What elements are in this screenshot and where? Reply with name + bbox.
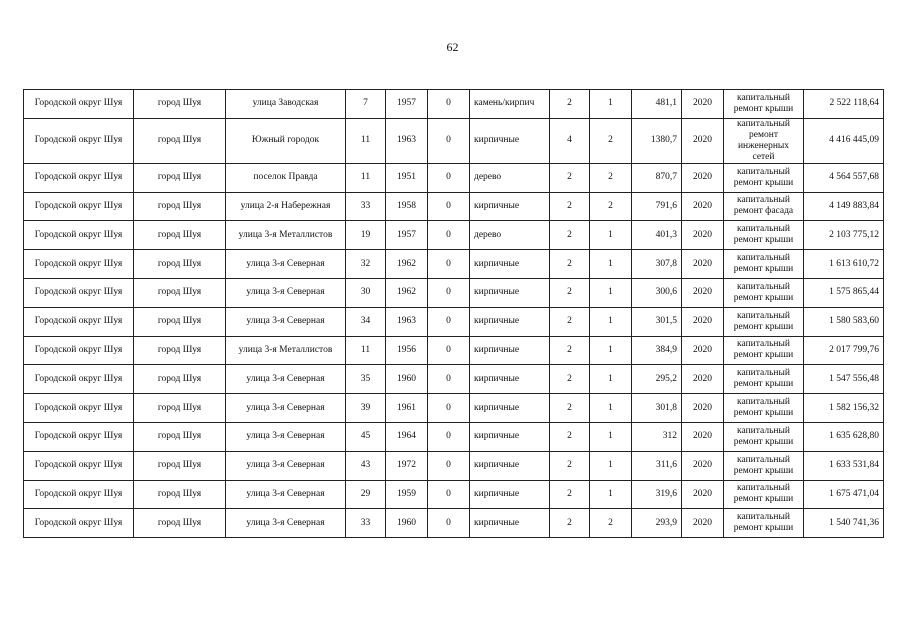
house-number-cell: 7 — [346, 90, 386, 119]
floors-cell: 2 — [550, 192, 590, 221]
area-cell: 870,7 — [632, 163, 682, 192]
wall-material-cell: дерево — [470, 163, 550, 192]
floors-cell: 4 — [550, 118, 590, 163]
area-cell: 1380,7 — [632, 118, 682, 163]
work-type-cell: капитальный ремонт крыши — [724, 336, 804, 365]
zero-cell: 0 — [428, 163, 470, 192]
street-cell: улица 3-я Северная — [226, 394, 346, 423]
house-number-cell: 43 — [346, 451, 386, 480]
settlement-cell: город Шуя — [134, 192, 226, 221]
cost-cell: 2 017 799,76 — [804, 336, 884, 365]
floors-cell: 2 — [550, 422, 590, 451]
floors-cell: 2 — [550, 336, 590, 365]
zero-cell: 0 — [428, 221, 470, 250]
street-cell: улица 3-я Северная — [226, 422, 346, 451]
street-cell: улица 3-я Северная — [226, 509, 346, 538]
municipality-cell: Городской округ Шуя — [24, 90, 134, 119]
year-cell: 2020 — [682, 118, 724, 163]
work-type-cell: капитальный ремонт инженерных сетей — [724, 118, 804, 163]
housing-repair-table — [23, 89, 884, 538]
settlement-cell: город Шуя — [134, 422, 226, 451]
zero-cell: 0 — [428, 90, 470, 119]
municipality-cell: Городской округ Шуя — [24, 509, 134, 538]
street-cell: улица 3-я Металлистов — [226, 336, 346, 365]
year-built-cell: 1964 — [386, 422, 428, 451]
table-row — [24, 509, 884, 538]
table-row — [24, 480, 884, 509]
entrances-cell: 1 — [590, 422, 632, 451]
area-cell: 301,5 — [632, 307, 682, 336]
house-number-cell: 11 — [346, 118, 386, 163]
wall-material-cell: кирпичные — [470, 336, 550, 365]
work-type-cell: капитальный ремонт крыши — [724, 250, 804, 279]
work-type-cell: капитальный ремонт крыши — [724, 422, 804, 451]
work-type-cell: капитальный ремонт крыши — [724, 365, 804, 394]
floors-cell: 2 — [550, 394, 590, 423]
wall-material-cell: кирпичные — [470, 278, 550, 307]
year-built-cell: 1963 — [386, 307, 428, 336]
cost-cell: 1 547 556,48 — [804, 365, 884, 394]
area-cell: 307,8 — [632, 250, 682, 279]
year-cell: 2020 — [682, 221, 724, 250]
house-number-cell: 29 — [346, 480, 386, 509]
house-number-cell: 35 — [346, 365, 386, 394]
municipality-cell: Городской округ Шуя — [24, 118, 134, 163]
floors-cell: 2 — [550, 451, 590, 480]
wall-material-cell: кирпичные — [470, 192, 550, 221]
year-cell: 2020 — [682, 163, 724, 192]
work-type-cell: капитальный ремонт крыши — [724, 394, 804, 423]
year-cell: 2020 — [682, 90, 724, 119]
table-row — [24, 192, 884, 221]
wall-material-cell: кирпичные — [470, 451, 550, 480]
house-number-cell: 11 — [346, 163, 386, 192]
cost-cell: 1 613 610,72 — [804, 250, 884, 279]
wall-material-cell: кирпичные — [470, 118, 550, 163]
street-cell: улица 3-я Северная — [226, 307, 346, 336]
street-cell: улица 3-я Металлистов — [226, 221, 346, 250]
year-cell: 2020 — [682, 509, 724, 538]
area-cell: 293,9 — [632, 509, 682, 538]
zero-cell: 0 — [428, 278, 470, 307]
year-cell: 2020 — [682, 394, 724, 423]
wall-material-cell: кирпичные — [470, 394, 550, 423]
table-row — [24, 451, 884, 480]
year-cell: 2020 — [682, 250, 724, 279]
table-row — [24, 422, 884, 451]
area-cell: 401,3 — [632, 221, 682, 250]
table-row — [24, 163, 884, 192]
wall-material-cell: дерево — [470, 221, 550, 250]
cost-cell: 4 416 445,09 — [804, 118, 884, 163]
settlement-cell: город Шуя — [134, 278, 226, 307]
zero-cell: 0 — [428, 422, 470, 451]
table-row — [24, 278, 884, 307]
work-type-cell: капитальный ремонт крыши — [724, 509, 804, 538]
zero-cell: 0 — [428, 250, 470, 279]
cost-cell: 1 575 865,44 — [804, 278, 884, 307]
house-number-cell: 34 — [346, 307, 386, 336]
cost-cell: 1 633 531,84 — [804, 451, 884, 480]
year-built-cell: 1962 — [386, 278, 428, 307]
settlement-cell: город Шуя — [134, 451, 226, 480]
work-type-cell: капитальный ремонт фасада — [724, 192, 804, 221]
house-number-cell: 45 — [346, 422, 386, 451]
street-cell: улица 2-я Набережная — [226, 192, 346, 221]
floors-cell: 2 — [550, 307, 590, 336]
year-built-cell: 1962 — [386, 250, 428, 279]
municipality-cell: Городской округ Шуя — [24, 250, 134, 279]
house-number-cell: 33 — [346, 509, 386, 538]
entrances-cell: 1 — [590, 307, 632, 336]
table-row — [24, 221, 884, 250]
floors-cell: 2 — [550, 509, 590, 538]
wall-material-cell: кирпичные — [470, 250, 550, 279]
work-type-cell: капитальный ремонт крыши — [724, 163, 804, 192]
street-cell: поселок Правда — [226, 163, 346, 192]
cost-cell: 4 149 883,84 — [804, 192, 884, 221]
wall-material-cell: кирпичные — [470, 422, 550, 451]
entrances-cell: 1 — [590, 480, 632, 509]
year-cell: 2020 — [682, 192, 724, 221]
street-cell: улица 3-я Северная — [226, 250, 346, 279]
wall-material-cell: кирпичные — [470, 307, 550, 336]
entrances-cell: 2 — [590, 192, 632, 221]
year-cell: 2020 — [682, 278, 724, 307]
area-cell: 791,6 — [632, 192, 682, 221]
floors-cell: 2 — [550, 250, 590, 279]
area-cell: 312 — [632, 422, 682, 451]
municipality-cell: Городской округ Шуя — [24, 221, 134, 250]
zero-cell: 0 — [428, 365, 470, 394]
municipality-cell: Городской округ Шуя — [24, 451, 134, 480]
work-type-cell: капитальный ремонт крыши — [724, 278, 804, 307]
year-built-cell: 1961 — [386, 394, 428, 423]
entrances-cell: 1 — [590, 250, 632, 279]
area-cell: 311,6 — [632, 451, 682, 480]
cost-cell: 1 675 471,04 — [804, 480, 884, 509]
cost-cell: 1 635 628,80 — [804, 422, 884, 451]
house-number-cell: 32 — [346, 250, 386, 279]
municipality-cell: Городской округ Шуя — [24, 336, 134, 365]
work-type-cell: капитальный ремонт крыши — [724, 480, 804, 509]
entrances-cell: 1 — [590, 365, 632, 394]
entrances-cell: 2 — [590, 509, 632, 538]
settlement-cell: город Шуя — [134, 509, 226, 538]
year-cell: 2020 — [682, 336, 724, 365]
work-type-cell: капитальный ремонт крыши — [724, 451, 804, 480]
settlement-cell: город Шуя — [134, 365, 226, 394]
wall-material-cell: камень/кирпич — [470, 90, 550, 119]
settlement-cell: город Шуя — [134, 250, 226, 279]
cost-cell: 2 522 118,64 — [804, 90, 884, 119]
entrances-cell: 1 — [590, 394, 632, 423]
floors-cell: 2 — [550, 365, 590, 394]
municipality-cell: Городской округ Шуя — [24, 163, 134, 192]
municipality-cell: Городской округ Шуя — [24, 192, 134, 221]
area-cell: 319,6 — [632, 480, 682, 509]
entrances-cell: 1 — [590, 90, 632, 119]
year-built-cell: 1957 — [386, 221, 428, 250]
house-number-cell: 19 — [346, 221, 386, 250]
year-built-cell: 1959 — [386, 480, 428, 509]
municipality-cell: Городской округ Шуя — [24, 307, 134, 336]
municipality-cell: Городской округ Шуя — [24, 278, 134, 307]
settlement-cell: город Шуя — [134, 118, 226, 163]
floors-cell: 2 — [550, 90, 590, 119]
entrances-cell: 1 — [590, 451, 632, 480]
year-built-cell: 1958 — [386, 192, 428, 221]
municipality-cell: Городской округ Шуя — [24, 365, 134, 394]
wall-material-cell: кирпичные — [470, 480, 550, 509]
year-built-cell: 1957 — [386, 90, 428, 119]
area-cell: 481,1 — [632, 90, 682, 119]
house-number-cell: 30 — [346, 278, 386, 307]
settlement-cell: город Шуя — [134, 394, 226, 423]
cost-cell: 1 580 583,60 — [804, 307, 884, 336]
settlement-cell: город Шуя — [134, 336, 226, 365]
year-cell: 2020 — [682, 422, 724, 451]
house-number-cell: 39 — [346, 394, 386, 423]
zero-cell: 0 — [428, 394, 470, 423]
cost-cell: 2 103 775,12 — [804, 221, 884, 250]
zero-cell: 0 — [428, 451, 470, 480]
cost-cell: 1 540 741,36 — [804, 509, 884, 538]
area-cell: 301,8 — [632, 394, 682, 423]
settlement-cell: город Шуя — [134, 90, 226, 119]
entrances-cell: 2 — [590, 163, 632, 192]
street-cell: Южный городок — [226, 118, 346, 163]
settlement-cell: город Шуя — [134, 480, 226, 509]
year-built-cell: 1960 — [386, 509, 428, 538]
house-number-cell: 11 — [346, 336, 386, 365]
entrances-cell: 1 — [590, 336, 632, 365]
zero-cell: 0 — [428, 192, 470, 221]
area-cell: 384,9 — [632, 336, 682, 365]
floors-cell: 2 — [550, 278, 590, 307]
work-type-cell: капитальный ремонт крыши — [724, 307, 804, 336]
entrances-cell: 2 — [590, 118, 632, 163]
year-cell: 2020 — [682, 480, 724, 509]
table-row — [24, 118, 884, 163]
street-cell: улица 3-я Северная — [226, 451, 346, 480]
table-row — [24, 336, 884, 365]
zero-cell: 0 — [428, 118, 470, 163]
street-cell: улица 3-я Северная — [226, 365, 346, 394]
wall-material-cell: кирпичные — [470, 509, 550, 538]
settlement-cell: город Шуя — [134, 163, 226, 192]
zero-cell: 0 — [428, 480, 470, 509]
page-number: 62 — [446, 40, 459, 54]
cost-cell: 1 582 156,32 — [804, 394, 884, 423]
zero-cell: 0 — [428, 509, 470, 538]
table-row — [24, 307, 884, 336]
floors-cell: 2 — [550, 163, 590, 192]
street-cell: улица 3-я Северная — [226, 480, 346, 509]
table-row — [24, 394, 884, 423]
settlement-cell: город Шуя — [134, 221, 226, 250]
year-built-cell: 1951 — [386, 163, 428, 192]
zero-cell: 0 — [428, 336, 470, 365]
area-cell: 300,6 — [632, 278, 682, 307]
work-type-cell: капитальный ремонт крыши — [724, 90, 804, 119]
year-built-cell: 1960 — [386, 365, 428, 394]
floors-cell: 2 — [550, 221, 590, 250]
entrances-cell: 1 — [590, 278, 632, 307]
year-cell: 2020 — [682, 365, 724, 394]
municipality-cell: Городской округ Шуя — [24, 422, 134, 451]
table-row — [24, 250, 884, 279]
year-cell: 2020 — [682, 451, 724, 480]
year-cell: 2020 — [682, 307, 724, 336]
floors-cell: 2 — [550, 480, 590, 509]
street-cell: улица Заводская — [226, 90, 346, 119]
wall-material-cell: кирпичные — [470, 365, 550, 394]
municipality-cell: Городской округ Шуя — [24, 480, 134, 509]
street-cell: улица 3-я Северная — [226, 278, 346, 307]
table-row — [24, 365, 884, 394]
year-built-cell: 1972 — [386, 451, 428, 480]
settlement-cell: город Шуя — [134, 307, 226, 336]
municipality-cell: Городской округ Шуя — [24, 394, 134, 423]
table-row — [24, 90, 884, 119]
cost-cell: 4 564 557,68 — [804, 163, 884, 192]
area-cell: 295,2 — [632, 365, 682, 394]
house-number-cell: 33 — [346, 192, 386, 221]
year-built-cell: 1956 — [386, 336, 428, 365]
year-built-cell: 1963 — [386, 118, 428, 163]
zero-cell: 0 — [428, 307, 470, 336]
entrances-cell: 1 — [590, 221, 632, 250]
work-type-cell: капитальный ремонт крыши — [724, 221, 804, 250]
